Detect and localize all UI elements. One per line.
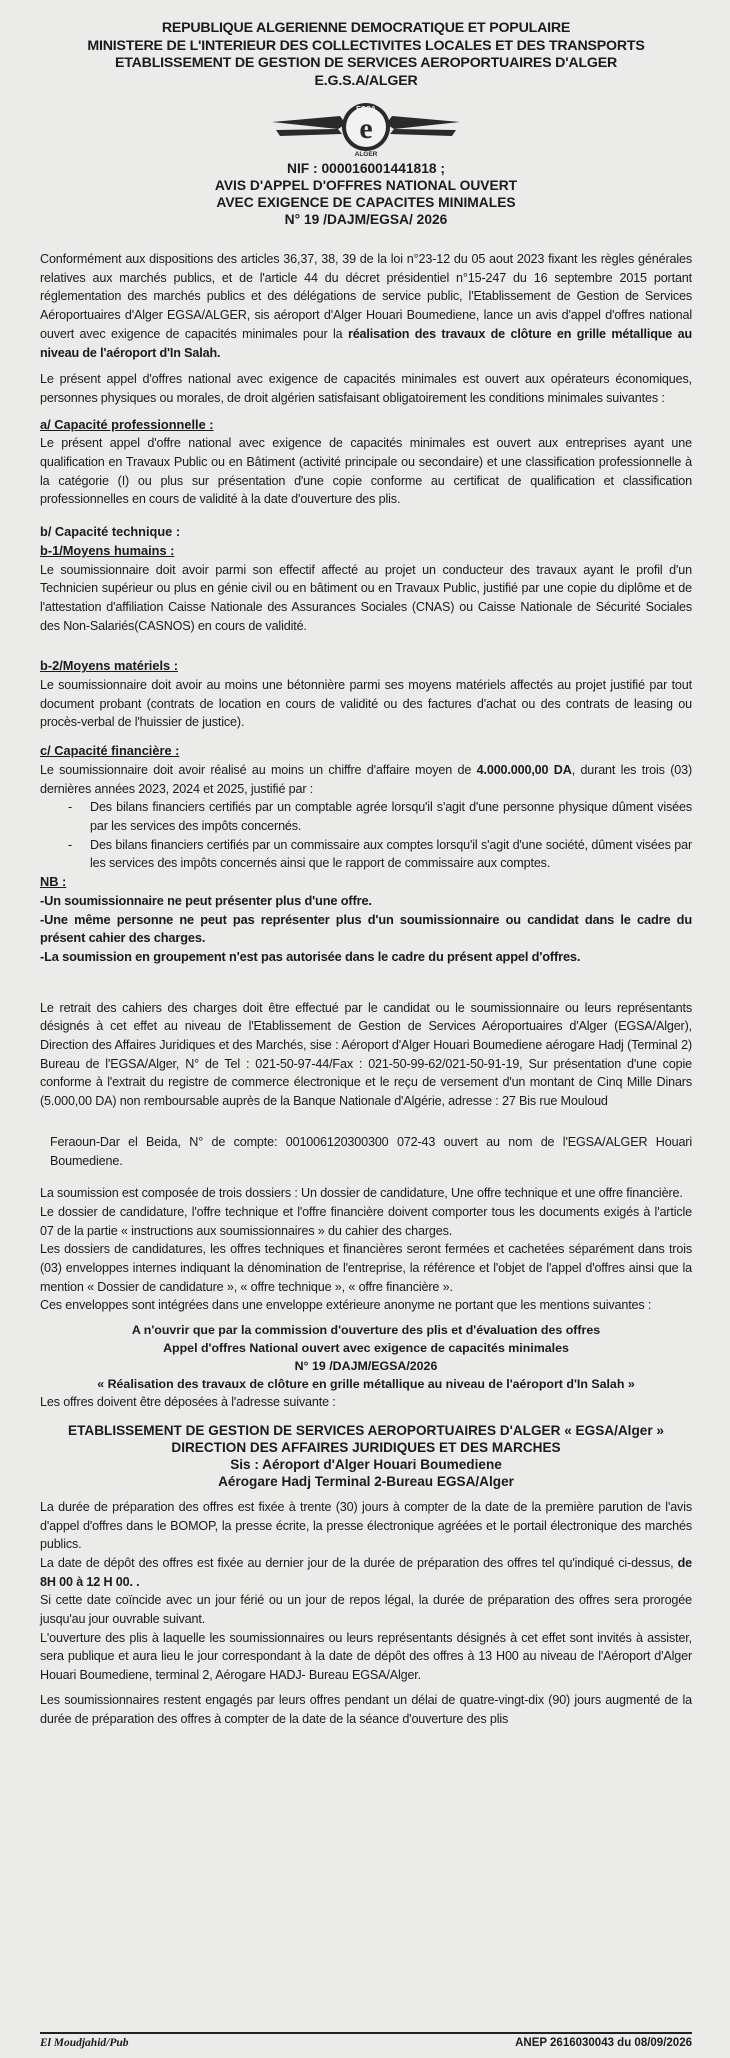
- header-republic: REPUBLIQUE ALGERIENNE DEMOCRATIQUE ET POPULAIRE: [161, 20, 571, 36]
- ferie-paragraph: Si cette date coïncide avec un jour férié ou un jour de repos légal, la durée de préparation des offres sera prorogée jusqu'au jour ouvrable suivant.: [40, 1593, 692, 1627]
- address-line-3: Sis : Aéroport d'Alger Houari Boumediene: [230, 1456, 502, 1472]
- envelope-line-3: N° 19 /DAJM/EGSA/2026: [294, 1359, 438, 1374]
- nb-item: -Une même personne ne peut pas représenter plus d'un soumissionnaire ou candidat dans le cadre du présent cahier des charges.: [40, 911, 692, 946]
- header-acronym: E.G.S.A/ALGER: [314, 72, 418, 89]
- svg-text:e: e: [359, 112, 373, 145]
- section-a-title: a/ Capacité professionnelle :: [40, 416, 214, 432]
- notice-title-1: AVIS D'APPEL D'OFFRES NATIONAL OUVERT: [214, 178, 518, 193]
- section-b1-text: Le soumissionnaire doit avoir parmi son effectif affecté au projet un conducteur des travaux ayant le profil d'un Technicien supérieur ou plus en génie civil ou en bâtiment ou en Travaux Public, justifié par une copie du diplôme et de l'attestation d'affiliation Caisse Nationale des Assurances Sociales (CNAS) ou Caisse Nationale de Sécurité Sociales des Non-Salariés(CASNOS) en cours de validité.: [40, 562, 692, 633]
- section-b1-title: b-1/Moyens humains :: [40, 542, 175, 558]
- envelope-line-2: Appel d'offres National ouvert avec exigence de capacités minimales: [163, 1341, 569, 1356]
- section-b2-text: Le soumissionnaire doit avoir au moins une bétonnière parmi ses moyens matériels affectés au projet justifié par tout document probant (contrats de location en cours de validité ou des factures d'achat ou des contrats de leasing ou procès-verbal de l'huissier de justice).: [40, 678, 692, 730]
- notice-title-2: AVEC EXIGENCE DE CAPACITES MINIMALES: [216, 195, 516, 210]
- svg-text:ALGER: ALGER: [354, 151, 378, 158]
- engages-paragraph: Les soumissionnaires restent engagés par leurs offres pendant un délai de quatre-vingt-dix (90) jours augmenté de la durée de préparation des offres à compter de la date de la séance d'ouverture des plis: [40, 1692, 692, 1726]
- nif: NIF : 000016001441818 ;: [286, 161, 445, 176]
- retrait-paragraph: Le retrait des cahiers des charges doit être effectué par le candidat ou le soumissionnaire ou leurs représentants désignés à cet effet au niveau de l'Etablissement de Gestion de Services Aéroportuaires d'Alger (EGSA/Alger), Direction des Affaires Juridiques et des Marchés, sise : Aéroport d'Alger Houari Boumediene aérogare Hadj (Terminal 2) Bureau de l'EGSA/Alger, N° de Tel : 021-50-97-44/Fax : 021-50-99-62/021-50-91-19, Sur présentation d'une copie conforme à l'extrait du registre de commerce électronique et le reçu de versement d'un montant de Cinq Mille Dinars (5.000,00 DA) non remboursable auprès de la Banque Nationale d'Algérie, adresse : 27 Bis rue Mouloud: [40, 1000, 692, 1109]
- retrait-paragraph-continued: Feraoun-Dar el Beida, N° de compte: 001006120300300 072-43 ouvert au nom de l'EGSA/ALGER Houari Boumediene.: [50, 1134, 692, 1168]
- address-line-2: DIRECTION DES AFFAIRES JURIDIQUES ET DES MARCHES: [171, 1439, 561, 1455]
- section-c-list: [40, 798, 692, 873]
- svg-text:EGSA: EGSA: [356, 106, 376, 113]
- address-line-4: Aérogare Hadj Terminal 2-Bureau EGSA/Alger: [218, 1473, 514, 1489]
- envelope-line-1: A n'ouvrir que par la commission d'ouverture des plis et d'évaluation des offres: [131, 1323, 601, 1338]
- dossiers-paragraph-1: La soumission est composée de trois dossiers : Un dossier de candidature, Une offre technique et une offre financière.: [40, 1186, 683, 1201]
- notice-reference: N° 19 /DAJM/EGSA/ 2026: [284, 212, 448, 227]
- footer-publication: El Moudjahid/Pub: [40, 2037, 129, 2049]
- dossiers-paragraph-2: Le dossier de candidature, l'offre technique et l'offre financière doivent comporter tous les documents exigés à l'article 07 de la partie « instructions aux soumissionnaires » du cahier des charges.: [40, 1204, 692, 1238]
- section-c-title: c/ Capacité financière :: [40, 743, 180, 759]
- section-a-text: Le présent appel d'offre national avec exigence de capacités minimales est ouvert aux entreprises ayant une qualification en Travaux Public ou en Bâtiment (activité principale ou secondaire) et une classification professionnelle à la catégorie (I) ou plus sur présentation d'une copie conforme au certificat de qualification et classification professionnelles en cours de validité à la date d'ouverture des plis.: [40, 436, 692, 507]
- depot-paragraph: Les offres doivent être déposées à l'adresse suivante :: [40, 1395, 336, 1410]
- dossiers-paragraph-3: Les dossiers de candidatures, les offres techniques et financières seront fermées et cachetées séparément dans trois (03) enveloppes internes indiquant la dénomination de l'entreprise, la référence et l'objet de l'appel d'offres ainsi que la mention « Dossier de candidature », « offre technique », « offre financière ».: [40, 1242, 692, 1294]
- list-item: - Des bilans financiers certifiés par un commissaire aux comptes lorsqu'il s'agit d'une société, dûment visées par les services des impôts concernés ainsi que le rapport de commissaire aux comptes.: [68, 836, 692, 873]
- section-b-title: b/ Capacité technique :: [40, 524, 181, 540]
- section-b2-title: b-2/Moyens matériels :: [40, 658, 178, 674]
- nb-title: NB :: [40, 874, 67, 890]
- envelope-paragraph: Ces enveloppes sont intégrées dans une enveloppe extérieure anonyme ne portant que les mentions suivantes :: [40, 1298, 652, 1313]
- section-c-text: Le soumissionnaire doit avoir réalisé au moins un chiffre d'affaire moyen de 4.000.000,00 DA, durant les trois (03) dernières années 2023, 2024 et 2025, justifié par :: [40, 762, 692, 796]
- nb-item: -La soumission en groupement n'est pas autorisée dans le cadre du présent appel d'offres.: [40, 948, 581, 964]
- footer-rule: [40, 2032, 692, 2034]
- ouverture-paragraph: L'ouverture des plis à laquelle les soumissionnaires ou leurs représentants désignés à cet effet sont invités à assister, sera publique et aura lieu le jour correspondant à la date de dépôt des offres à 13 H00 au niveau de l'Aéroport d'Alger Houari Boumediene, terminal 2, Aérogare HADJ- Bureau EGSA/Alger.: [40, 1630, 692, 1683]
- duree-paragraph: La durée de préparation des offres est fixée à trente (30) jours à compter de la date de la première parution de l'avis d'appel d'offres dans le BOMOP, la presse écrite, la presse électronique agréées et le portail électronique des marchés publics.: [40, 1499, 692, 1552]
- intro-paragraph: Conformément aux dispositions des articles 36,37, 38, 39 de la loi n°23-12 du 05 aout 2023 fixant les règles générales relatives aux marchés publics, et de l'article 44 du décret présidentiel n°15-247 du 16 septembre 2015 portant réglementation des marchés publics et des délégations de service public, l'Etablissement de Gestion de Services Aéroportuaires d'Alger EGSA/ALGER, sis aéroport d'Alger Houari Boumediene, lance un avis d'appel d'offres national ouvert avec exigence de capacités minimales pour la réalisation des travaux de clôture en grille métallique au niveau de l'aéroport d'In Salah.: [40, 252, 692, 360]
- tender-notice: [40, 20, 692, 1728]
- address-line-1: ETABLISSEMENT DE GESTION DE SERVICES AEROPORTUAIRES D'ALGER « EGSA/Alger »: [68, 1422, 664, 1438]
- header-establishment: ETABLISSEMENT DE GESTION DE SERVICES AEROPORTUAIRES D'ALGER: [114, 55, 618, 71]
- page-footer: [40, 2032, 692, 2052]
- date-paragraph: La date de dépôt des offres est fixée au dernier jour de la durée de préparation des offres tel qu'indiqué ci-dessus, de 8H 00 à 12 H 00. .: [40, 1555, 692, 1589]
- opening-paragraph: Le présent appel d'offres national avec exigence de capacités minimales est ouvert aux opérateurs économiques, personnes physiques ou morales, de droit algérien satisfaisant obligatoirement les conditions minimales suivantes :: [40, 372, 692, 405]
- header-ministry: MINISTERE DE L'INTERIEUR DES COLLECTIVITES LOCALES ET DES TRANSPORTS: [87, 37, 645, 54]
- egsa-logo: [266, 96, 466, 158]
- list-item: - Des bilans financiers certifiés par un comptable agrée lorsqu'il s'agit d'une personne physique dûment visées par les services des impôts concernés.: [68, 798, 692, 835]
- envelope-line-4: « Réalisation des travaux de clôture en grille métallique au niveau de l'aéroport d'In Salah »: [97, 1377, 635, 1392]
- nb-item: -Un soumissionnaire ne peut présenter plus d'une offre.: [40, 892, 372, 908]
- footer-anep-reference: ANEP 2616030043 du 08/09/2026: [515, 2037, 692, 2049]
